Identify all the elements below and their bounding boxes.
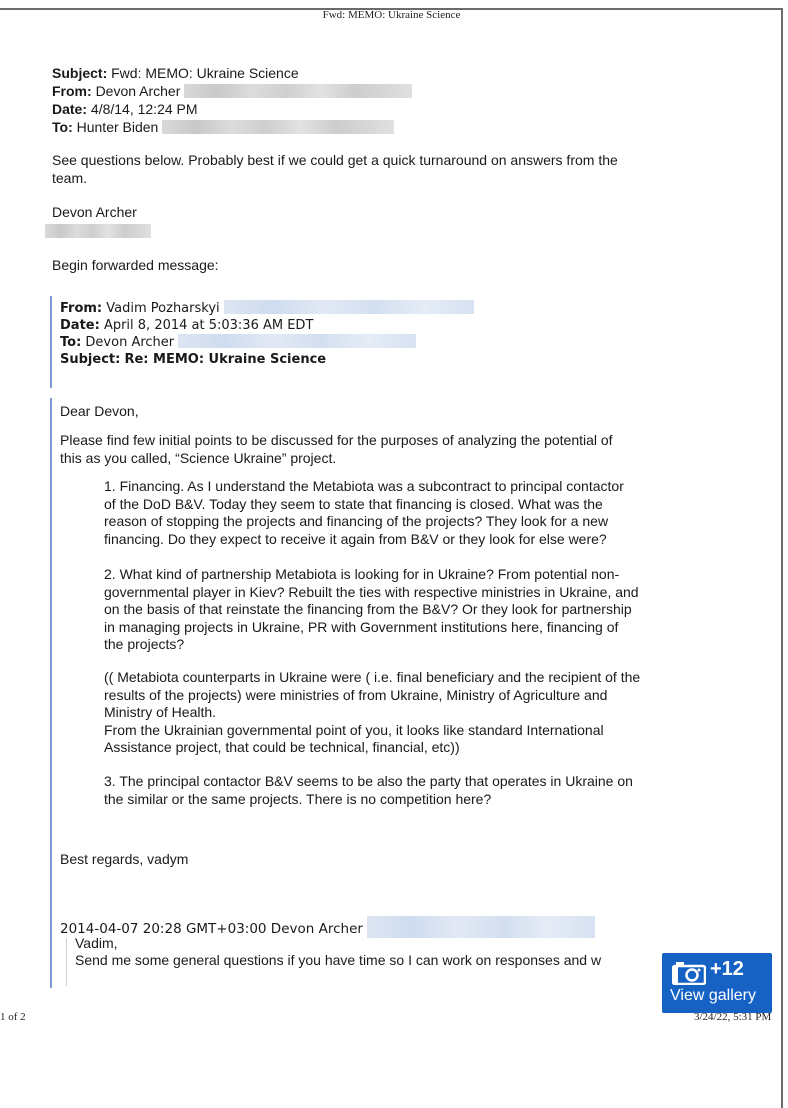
point-2	[104, 566, 724, 654]
fwd-from-value: Vadim Pozharskyi	[106, 301, 220, 316]
subject-value: Fwd: MEMO: Ukraine Science	[111, 65, 299, 81]
inner-quote-bar	[66, 938, 67, 986]
body-line: See questions below. Probably best if we could get a quick turnaround on answers from the	[52, 152, 618, 168]
fwd-subject-value: Re: MEMO: Ukraine Science	[124, 352, 327, 367]
note-line: Ministry of Health.	[104, 704, 217, 720]
date-value: 4/8/14, 12:24 PM	[90, 101, 198, 117]
to-row	[52, 118, 412, 136]
earlier-email-greeting: Vadim,	[75, 935, 118, 951]
earlier-email-header	[60, 916, 595, 938]
note-paragraph	[104, 669, 724, 757]
fwd-date-value: April 8, 2014 at 5:03:36 AM EDT	[103, 318, 314, 333]
forward-intro: Begin forwarded message:	[52, 257, 219, 273]
outer-body	[52, 151, 618, 187]
point-line: the projects?	[104, 636, 185, 652]
gallery-label: View gallery	[670, 987, 756, 1004]
quote-bar	[50, 296, 52, 388]
earlier-email-header-text: 2014-04-07 20:28 GMT+03:00 Devon Archer	[60, 921, 363, 937]
point-line: the similar or the same projects. There is no competition here?	[104, 790, 492, 807]
point-3	[104, 773, 724, 808]
intro-paragraph	[60, 432, 613, 467]
closing: Best regards, vadym	[60, 851, 189, 867]
forwarded-email-header	[60, 300, 474, 368]
fwd-subject-label: Subject:	[60, 352, 121, 367]
from-label: From:	[52, 83, 92, 99]
page-number: 1 of 2	[0, 1011, 26, 1023]
point-1	[104, 478, 724, 548]
point-line: reason of stopping the projects and financing of the projects? They look for a new	[104, 513, 609, 529]
fwd-from-row	[60, 300, 474, 317]
subject-row	[52, 64, 412, 82]
fwd-date-row	[60, 317, 474, 334]
gallery-count: +12	[710, 958, 744, 980]
note-line: (( Metabiota counterparts in Ukraine were ( i.e. final beneficiary and the recipient of the	[104, 669, 641, 685]
greeting: Dear Devon,	[60, 403, 139, 419]
redacted-email	[178, 334, 416, 348]
print-timestamp: 3/24/22, 5:31 PM	[694, 1011, 772, 1023]
outer-signature: Devon Archer	[52, 204, 137, 220]
fwd-to-value: Devon Archer	[85, 335, 175, 350]
body-line: team.	[52, 170, 88, 186]
quote-bar	[50, 398, 52, 988]
from-row	[52, 82, 412, 100]
redacted-email	[162, 120, 394, 134]
from-value: Devon Archer	[95, 83, 181, 99]
note-line: results of the projects) were ministries of from Ukraine, Ministry of Agriculture and	[104, 686, 608, 703]
print-header: Fwd: MEMO: Ukraine Science	[322, 9, 461, 21]
date-row	[52, 100, 412, 118]
to-label: To:	[52, 119, 73, 135]
subject-label: Subject:	[52, 65, 108, 81]
fwd-to-row	[60, 334, 474, 351]
date-label: Date:	[52, 101, 88, 117]
fwd-date-label: Date:	[60, 318, 100, 333]
redacted-email	[224, 300, 474, 314]
note-line: Assistance project, that could be technical, financial, etc))	[104, 739, 460, 755]
fwd-to-label: To:	[60, 335, 82, 350]
point-line: of the DoD B&V. Today they seem to state that financing is closed. What was the	[104, 495, 603, 512]
note-line: From the Ukrainian governmental point of you, it looks like standard International	[104, 721, 604, 738]
point-line: 3. The principal contactor B&V seems to be also the party that operates in Ukraine on	[104, 773, 633, 789]
point-line: financing. Do they expect to receive it again from B&V or they look for else were?	[104, 530, 607, 547]
to-value: Hunter Biden	[76, 119, 159, 135]
view-gallery-button[interactable]	[662, 953, 772, 1013]
redacted-email	[367, 916, 595, 938]
point-line: 1. Financing. As I understand the Metabiota was a subcontract to principal contactor	[104, 478, 624, 494]
point-line: governmental player in Kiev? Rebuilt the ties with respective ministries in Ukraine, and	[104, 583, 639, 600]
outer-email-header	[52, 64, 412, 136]
intro-line: this as you called, “Science Ukraine” project.	[60, 449, 337, 466]
point-line: in managing projects in Ukraine, PR with Government institutions here, financing of	[104, 618, 619, 635]
fwd-subject-row	[60, 351, 474, 368]
point-line: 2. What kind of partnership Metabiota is looking for in Ukraine? From potential non-	[104, 566, 620, 582]
redacted-signature-contact	[45, 224, 151, 238]
redacted-email	[184, 84, 412, 98]
earlier-email-body: Send me some general questions if you have time so I can work on responses and w	[75, 952, 602, 968]
camera-icon	[672, 961, 706, 985]
fwd-from-label: From:	[60, 301, 103, 316]
point-line: on the basis of that reinstate the financing from the B&V? Or they look for partnership	[104, 601, 632, 617]
intro-line: Please find few initial points to be discussed for the purposes of analyzing the potential of	[60, 432, 613, 448]
